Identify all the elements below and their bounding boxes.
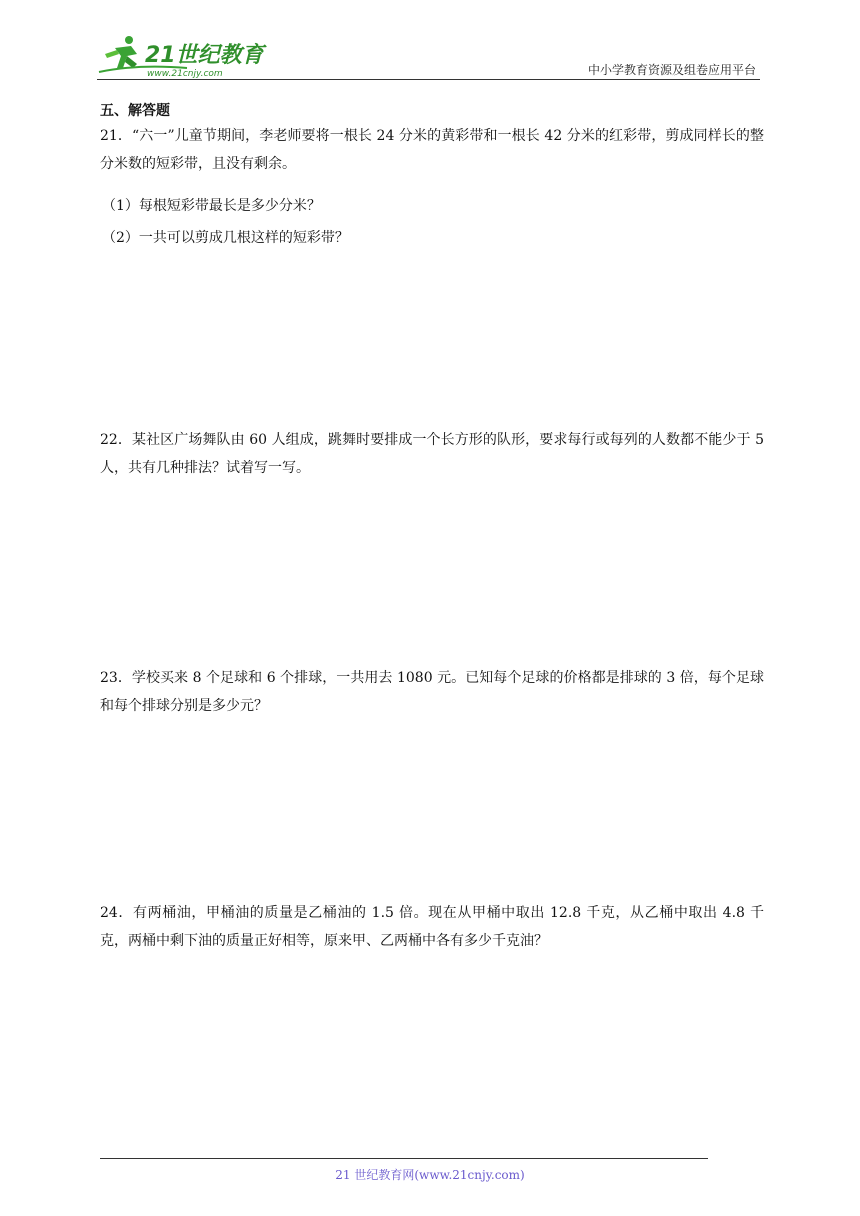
footer-text: 21 世纪教育网(www.21cnjy.com) [335,1168,525,1182]
question-22: 22．某社区广场舞队由 60 人组成，跳舞时要排成一个长方形的队形，要求每行或每列的人数都不能少于 5 人，共有几种排法？试着写一写。 [100,432,764,476]
header-divider [97,79,760,80]
logo-url: www.21cnjy.com [147,69,223,79]
section-title: 五、解答题 [100,103,170,119]
page-header [97,34,760,80]
question-21-sub-2: （2）一共可以剪成几根这样的短彩带？ [102,230,349,246]
logo-text: 21世纪教育 [145,43,264,68]
logo [97,34,267,80]
question-21: 21．“六一”儿童节期间，李老师要将一根长 24 分米的黄彩带和一根长 42 分米的红彩带，剪成同样长的整分米数的短彩带，且没有剩余。 [100,128,764,172]
header-platform-text: 中小学教育资源及组卷应用平台 [587,63,756,77]
question-23: 23．学校买来 8 个足球和 6 个排球，一共用去 1080 元。已知每个足球的价格都是排球的 3 倍，每个足球和每个排球分别是多少元？ [100,670,764,714]
question-21-sub-1: （1）每根短彩带最长是多少分米？ [102,198,321,214]
footer-divider [100,1158,708,1159]
question-24: 24．有两桶油，甲桶油的质量是乙桶油的 1.5 倍。现在从甲桶中取出 12.8 千克，从乙桶中取出 4.8 千克，两桶中剩下油的质量正好相等，原来甲、乙两桶中各有多少千克油？ [100,905,764,949]
